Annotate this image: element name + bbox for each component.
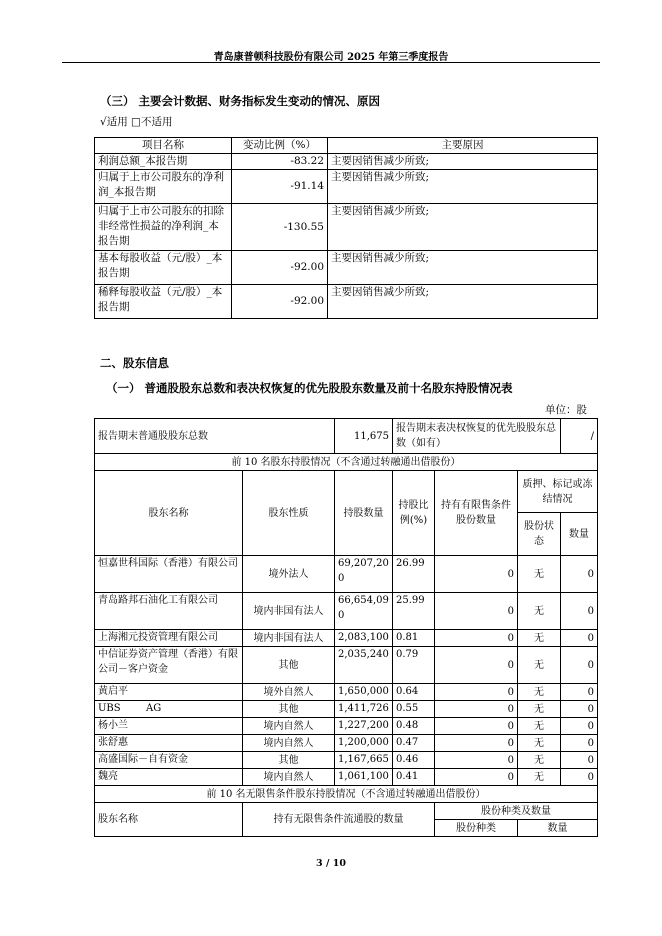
unrestricted-header-row [95,803,598,820]
holder-name: 黄启平 [95,684,243,701]
change-reason: 主要因销售减少所致; [328,204,598,251]
holder-pledge-qty: 0 [561,769,598,786]
holder-restricted: 0 [435,735,518,752]
col-holder-status: 股份状态 [518,513,561,556]
holder-row [95,735,598,752]
holder-restricted: 0 [435,769,518,786]
holder-restricted: 0 [435,684,518,701]
change-ratio: -92.00 [232,285,328,319]
change-row [95,251,598,285]
holder-nature: 境内非国有法人 [243,630,335,647]
holder-amount: 1,650,000 [335,684,393,701]
part2-subtitle: （一） 普通股股东总数和表决权恢复的优先股股东数量及前十名股东持股情况表 [106,381,513,395]
holder-restricted: 0 [435,718,518,735]
change-reason: 主要因销售减少所致; [328,285,598,319]
holder-ratio: 0.46 [393,752,435,769]
holder-pledge-qty: 0 [561,701,598,718]
holder-pledge-status: 无 [518,630,561,647]
holder-ratio: 0.55 [393,701,435,718]
holder-pledge-qty: 0 [561,556,598,593]
holder-pledge-qty: 0 [561,630,598,647]
change-row [95,154,598,170]
change-item-name: 基本每股收益（元/股）_本报告期 [95,251,232,285]
holder-row [95,647,598,684]
holder-pledge-qty: 0 [561,718,598,735]
u-col-name: 股东名称 [95,803,243,837]
holder-amount: 1,411,726 [335,701,393,718]
col-holder-name: 股东名称 [95,471,243,556]
applicability [100,114,172,129]
holder-nature: 境内自然人 [243,769,335,786]
holder-name: 杨小兰 [95,718,243,735]
holder-ratio: 0.48 [393,718,435,735]
page-header: 青岛康普顿科技股份有限公司 2025 年第三季度报告 [213,52,449,63]
holder-restricted: 0 [435,752,518,769]
unit-label: 单位：股 [545,404,587,416]
holder-pledge-qty: 0 [561,752,598,769]
holder-restricted: 0 [435,556,518,593]
change-table [94,137,598,319]
col-holder-qty: 数量 [561,513,598,556]
pref-holders-label: 报告期末表决权恢复的优先股股东总数（如有） [393,419,561,454]
holder-restricted: 0 [435,701,518,718]
holder-pledge-status: 无 [518,684,561,701]
change-row [95,170,598,204]
holder-restricted: 0 [435,630,518,647]
u-col-qty: 持有无限售条件流通股的数量 [243,803,435,837]
holder-ratio: 25.99 [393,593,435,630]
col-holder-amount: 持股数量 [335,471,393,556]
change-ratio: -92.00 [232,251,328,285]
holder-amount: 2,083,100 [335,630,393,647]
change-row [95,285,598,319]
col-holder-nature: 股东性质 [243,471,335,556]
total-holders-value: 11,675 [335,419,393,454]
col-holder-pledge: 质押、标记或冻结情况 [518,471,598,513]
holder-pledge-qty: 0 [561,684,598,701]
change-reason: 主要因销售减少所致; [328,170,598,204]
holder-name: 张舒惠 [95,735,243,752]
holder-name: 青岛路邦石油化工有限公司 [95,593,243,630]
holder-row [95,769,598,786]
holder-restricted: 0 [435,647,518,684]
change-reason: 主要因销售减少所致; [328,154,598,170]
part2-title: 二、股东信息 [100,356,169,370]
holder-pledge-qty: 0 [561,593,598,630]
change-ratio: -91.14 [232,170,328,204]
change-row [95,204,598,251]
holder-name: 高盛国际－自有资金 [95,752,243,769]
holder-pledge-qty: 0 [561,735,598,752]
holder-name: 魏亮 [95,769,243,786]
col-holder-ratio: 持股比例(%) [393,471,435,556]
holder-ratio: 0.41 [393,769,435,786]
holder-nature: 境外自然人 [243,684,335,701]
holder-restricted: 0 [435,593,518,630]
u-col-amount: 数量 [518,820,598,837]
holder-amount: 66,654,090 [335,593,393,630]
pref-holders-value: / [561,419,598,454]
holder-name: UBS AG [95,701,243,718]
u-col-kind: 股份种类 [435,820,518,837]
holder-pledge-qty: 0 [561,647,598,684]
holder-amount: 2,035,240 [335,647,393,684]
col-header-reason: 主要原因 [328,138,598,154]
holder-amount: 69,207,200 [335,556,393,593]
top10-caption: 前 10 名股东持股情况（不含通过转融通出借股份） [95,454,598,471]
holder-nature: 境内非国有法人 [243,593,335,630]
holder-pledge-status: 无 [518,752,561,769]
holder-pledge-status: 无 [518,556,561,593]
change-item-name: 归属于上市公司股东的净利润_本报告期 [95,170,232,204]
holder-pledge-status: 无 [518,647,561,684]
change-item-name: 稀释每股收益（元/股）_本报告期 [95,285,232,319]
holder-row [95,684,598,701]
holder-nature: 其他 [243,701,335,718]
holder-ratio: 26.99 [393,556,435,593]
applicable-checkbox[interactable]: √适用 [100,116,128,128]
page-number: 3 / 10 [316,858,346,869]
not-applicable-checkbox[interactable]: □不适用 [131,116,173,128]
holder-nature: 其他 [243,647,335,684]
u-col-kind-qty: 股份种类及数量 [435,803,598,820]
holder-name: 恒嘉世科国际（香港）有限公司 [95,556,243,593]
holder-ratio: 0.81 [393,630,435,647]
change-item-name: 利润总额_本报告期 [95,154,232,170]
holder-pledge-status: 无 [518,735,561,752]
holder-name: 上海湘元投资管理有限公司 [95,630,243,647]
unrestricted-caption: 前 10 名无限售条件股东持股情况（不含通过转融通出借股份） [95,786,598,803]
change-ratio: -83.22 [232,154,328,170]
holder-ratio: 0.79 [393,647,435,684]
section3-title: （三） 主要会计数据、财务指标发生变动的情况、原因 [100,94,381,108]
holder-pledge-status: 无 [518,593,561,630]
total-holders-label: 报告期末普通股股东总数 [95,419,335,454]
holder-nature: 境内自然人 [243,735,335,752]
col-header-ratio: 变动比例（%） [232,138,328,154]
holder-pledge-status: 无 [518,701,561,718]
change-ratio: -130.55 [232,204,328,251]
holder-amount: 1,200,000 [335,735,393,752]
holder-row [95,593,598,630]
change-reason: 主要因销售减少所致; [328,251,598,285]
holder-nature: 其他 [243,752,335,769]
header-rule [62,62,600,63]
col-header-item: 项目名称 [95,138,232,154]
holder-row [95,556,598,593]
holder-row [95,701,598,718]
holder-row [95,752,598,769]
holder-amount: 1,227,200 [335,718,393,735]
holder-pledge-status: 无 [518,718,561,735]
unrestricted-caption-row [95,786,598,803]
change-item-name: 归属于上市公司股东的扣除非经常性损益的净利润_本报告期 [95,204,232,251]
holder-ratio: 0.47 [393,735,435,752]
holder-amount: 1,061,100 [335,769,393,786]
holder-amount: 1,167,665 [335,752,393,769]
holder-name: 中信证券资产管理（香港）有限公司－客户资金 [95,647,243,684]
holder-row [95,718,598,735]
holder-row [95,630,598,647]
shareholder-table [94,418,598,837]
holder-nature: 境外法人 [243,556,335,593]
holder-nature: 境内自然人 [243,718,335,735]
holder-pledge-status: 无 [518,769,561,786]
holder-ratio: 0.64 [393,684,435,701]
col-holder-restricted: 持有有限售条件股份数量 [435,471,518,556]
